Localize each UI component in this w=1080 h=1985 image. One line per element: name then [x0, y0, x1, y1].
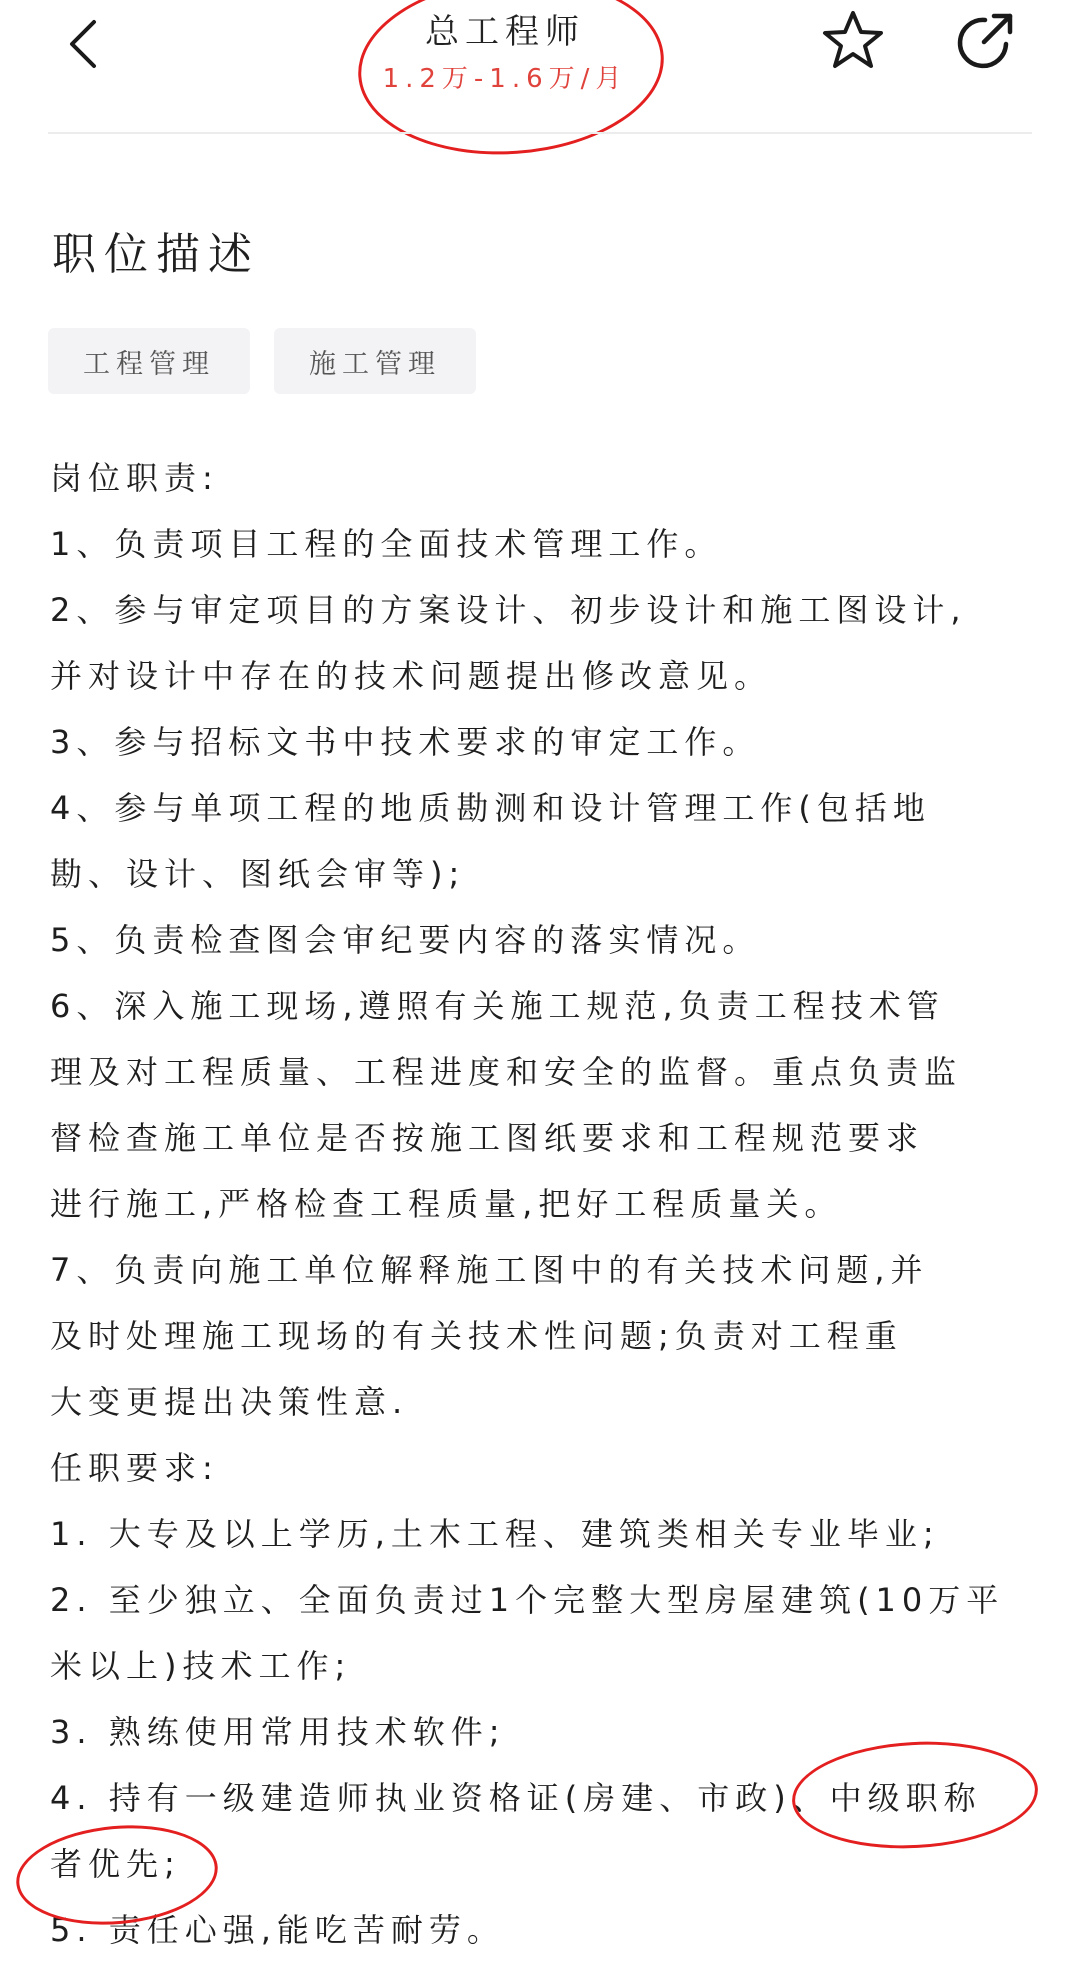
description-line: 进行施工,严格检查工程质量,把好工程质量关。	[50, 1185, 843, 1223]
top-bar	[0, 0, 1080, 134]
back-button[interactable]	[60, 14, 104, 74]
description-line: 大变更提出决策性意.	[50, 1383, 409, 1421]
description-line: 理及对工程质量、工程进度和安全的监督。重点负责监	[50, 1053, 963, 1091]
description-line: 6、深入施工现场,遵照有关施工规范,负责工程技术管	[50, 987, 945, 1025]
tag-list	[48, 328, 476, 394]
favorite-button[interactable]	[818, 6, 888, 76]
job-description	[50, 445, 1030, 1963]
star-icon	[818, 6, 888, 76]
description-line: 督检查施工单位是否按施工图纸要求和工程规范要求	[50, 1119, 925, 1157]
tag-construction-management[interactable]: 施工管理	[274, 328, 476, 394]
description-line: 3. 熟练使用常用技术软件;	[50, 1713, 506, 1751]
share-icon	[950, 6, 1020, 76]
job-title: 总工程师	[425, 12, 585, 52]
header-divider	[48, 132, 1032, 134]
description-line: 2、参与审定项目的方案设计、初步设计和施工图设计,	[50, 591, 967, 629]
section-title: 职位描述	[52, 229, 260, 280]
description-line: 1、负责项目工程的全面技术管理工作。	[50, 525, 723, 563]
job-title-block	[340, 0, 670, 130]
description-line: 4. 持有一级建造师执业资格证(房建、市政)、中级职称	[50, 1779, 982, 1817]
tag-engineering-management[interactable]: 工程管理	[48, 328, 250, 394]
description-line: 5. 责任心强,能吃苦耐劳。	[50, 1911, 505, 1949]
description-line: 1. 大专及以上学历,土木工程、建筑类相关专业毕业;	[50, 1515, 940, 1553]
description-line: 4、参与单项工程的地质勘测和设计管理工作(包括地	[50, 789, 931, 827]
description-line: 岗位职责:	[50, 459, 219, 497]
description-line: 及时处理施工现场的有关技术性问题;负责对工程重	[50, 1317, 903, 1355]
description-line: 7、负责向施工单位解释施工图中的有关技术问题,并	[50, 1251, 929, 1289]
description-line: 米以上)技术工作;	[50, 1647, 352, 1685]
description-line: 并对设计中存在的技术问题提出修改意见。	[50, 657, 773, 695]
red-annotation-circle	[352, 0, 670, 164]
description-line: 5、负责检查图会审纪要内容的落实情况。	[50, 921, 761, 959]
chevron-left-icon	[60, 14, 104, 74]
description-line: 勘、设计、图纸会审等);	[50, 855, 466, 893]
description-line: 者优先;	[50, 1845, 181, 1883]
salary-range: 1.2万-1.6万/月	[382, 64, 628, 94]
description-line: 3、参与招标文书中技术要求的审定工作。	[50, 723, 761, 761]
share-button[interactable]	[950, 6, 1020, 76]
description-line: 任职要求:	[50, 1449, 219, 1487]
description-line: 2. 至少独立、全面负责过1个完整大型房屋建筑(10万平	[50, 1581, 1005, 1619]
